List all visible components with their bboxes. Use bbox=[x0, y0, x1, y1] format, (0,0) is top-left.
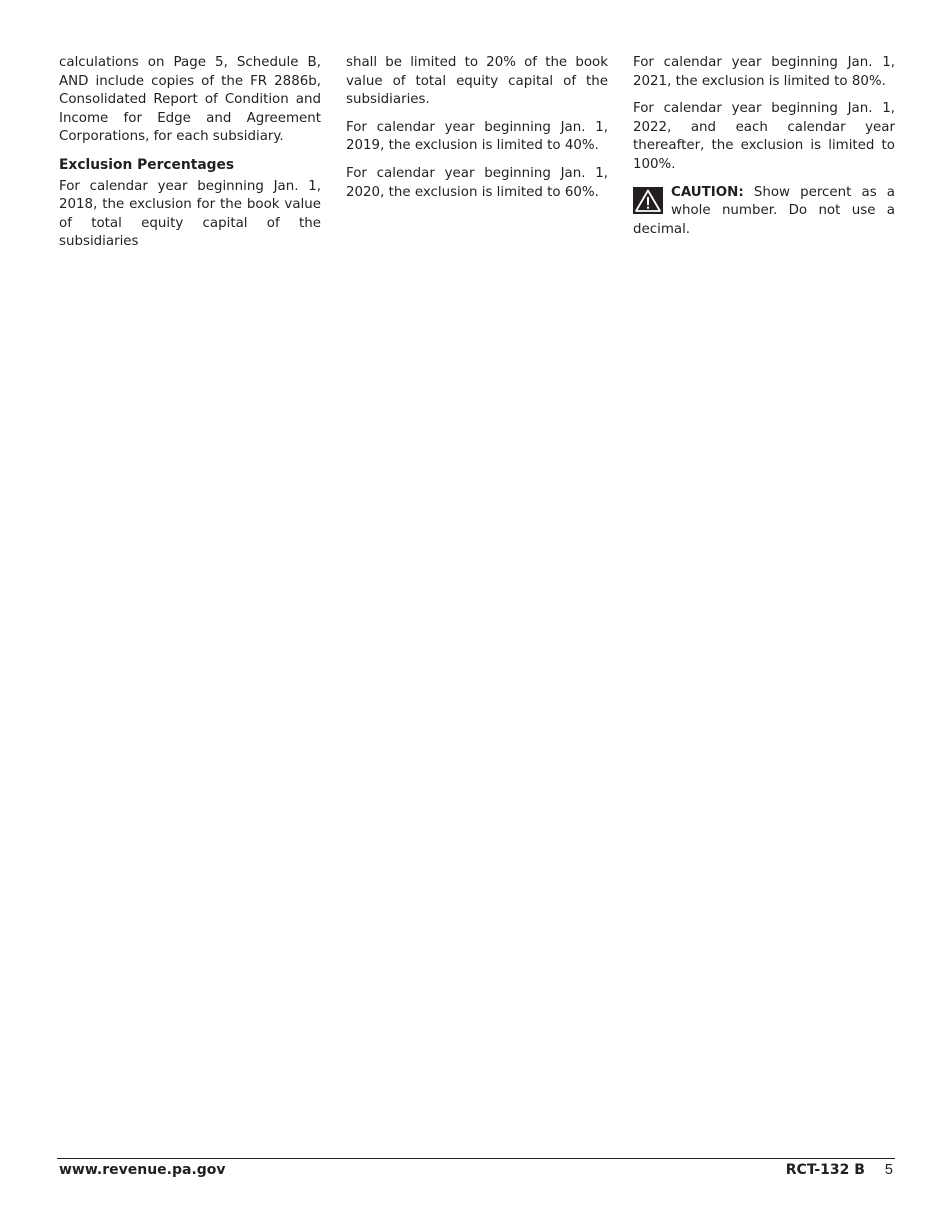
column-1 bbox=[59, 54, 321, 261]
column-3 bbox=[633, 54, 895, 261]
body-columns bbox=[59, 54, 895, 261]
paragraph-calculations: calculations on Page 5, Schedule B, AND include copies of the FR 2886b, Consolidated Report of Condition and Income for Edge and Agreement Corporations, for each subsidiary. bbox=[59, 55, 321, 145]
paragraph-2019: For calendar year beginning Jan. 1, 2019, the exclusion is limited to 40%. bbox=[346, 119, 608, 154]
column-2 bbox=[346, 54, 608, 261]
paragraph-2021: For calendar year beginning Jan. 1, 2021, the exclusion is limited to 80%. bbox=[633, 55, 895, 89]
caution-text: Show percent as a whole number. Do not use a decimal. bbox=[633, 184, 895, 237]
caution-note bbox=[633, 184, 895, 240]
warning-triangle-icon bbox=[633, 187, 663, 214]
paragraph-2022: For calendar year beginning Jan. 1, 2022, and each calendar year thereafter, the exclusion is limited to 100%. bbox=[633, 101, 895, 172]
page-footer bbox=[57, 1158, 895, 1183]
page-number: 5 bbox=[884, 1162, 893, 1178]
footer-url: www.revenue.pa.gov bbox=[59, 1162, 226, 1178]
form-code: RCT-132 B bbox=[785, 1162, 865, 1178]
heading-exclusion-percentages: Exclusion Percentages bbox=[59, 156, 235, 173]
footer-right bbox=[786, 1162, 893, 1178]
caution-label: CAUTION: bbox=[671, 184, 744, 200]
paragraph-2020: For calendar year beginning Jan. 1, 2020, the exclusion is limited to 60%. bbox=[346, 165, 608, 200]
paragraph-2018: For calendar year beginning Jan. 1, 2018, the exclusion for the book value of total equity capital of the subsidiaries bbox=[59, 178, 321, 250]
paragraph-20-percent: shall be limited to 20% of the book value of total equity capital of the subsidiaries. bbox=[346, 55, 608, 108]
